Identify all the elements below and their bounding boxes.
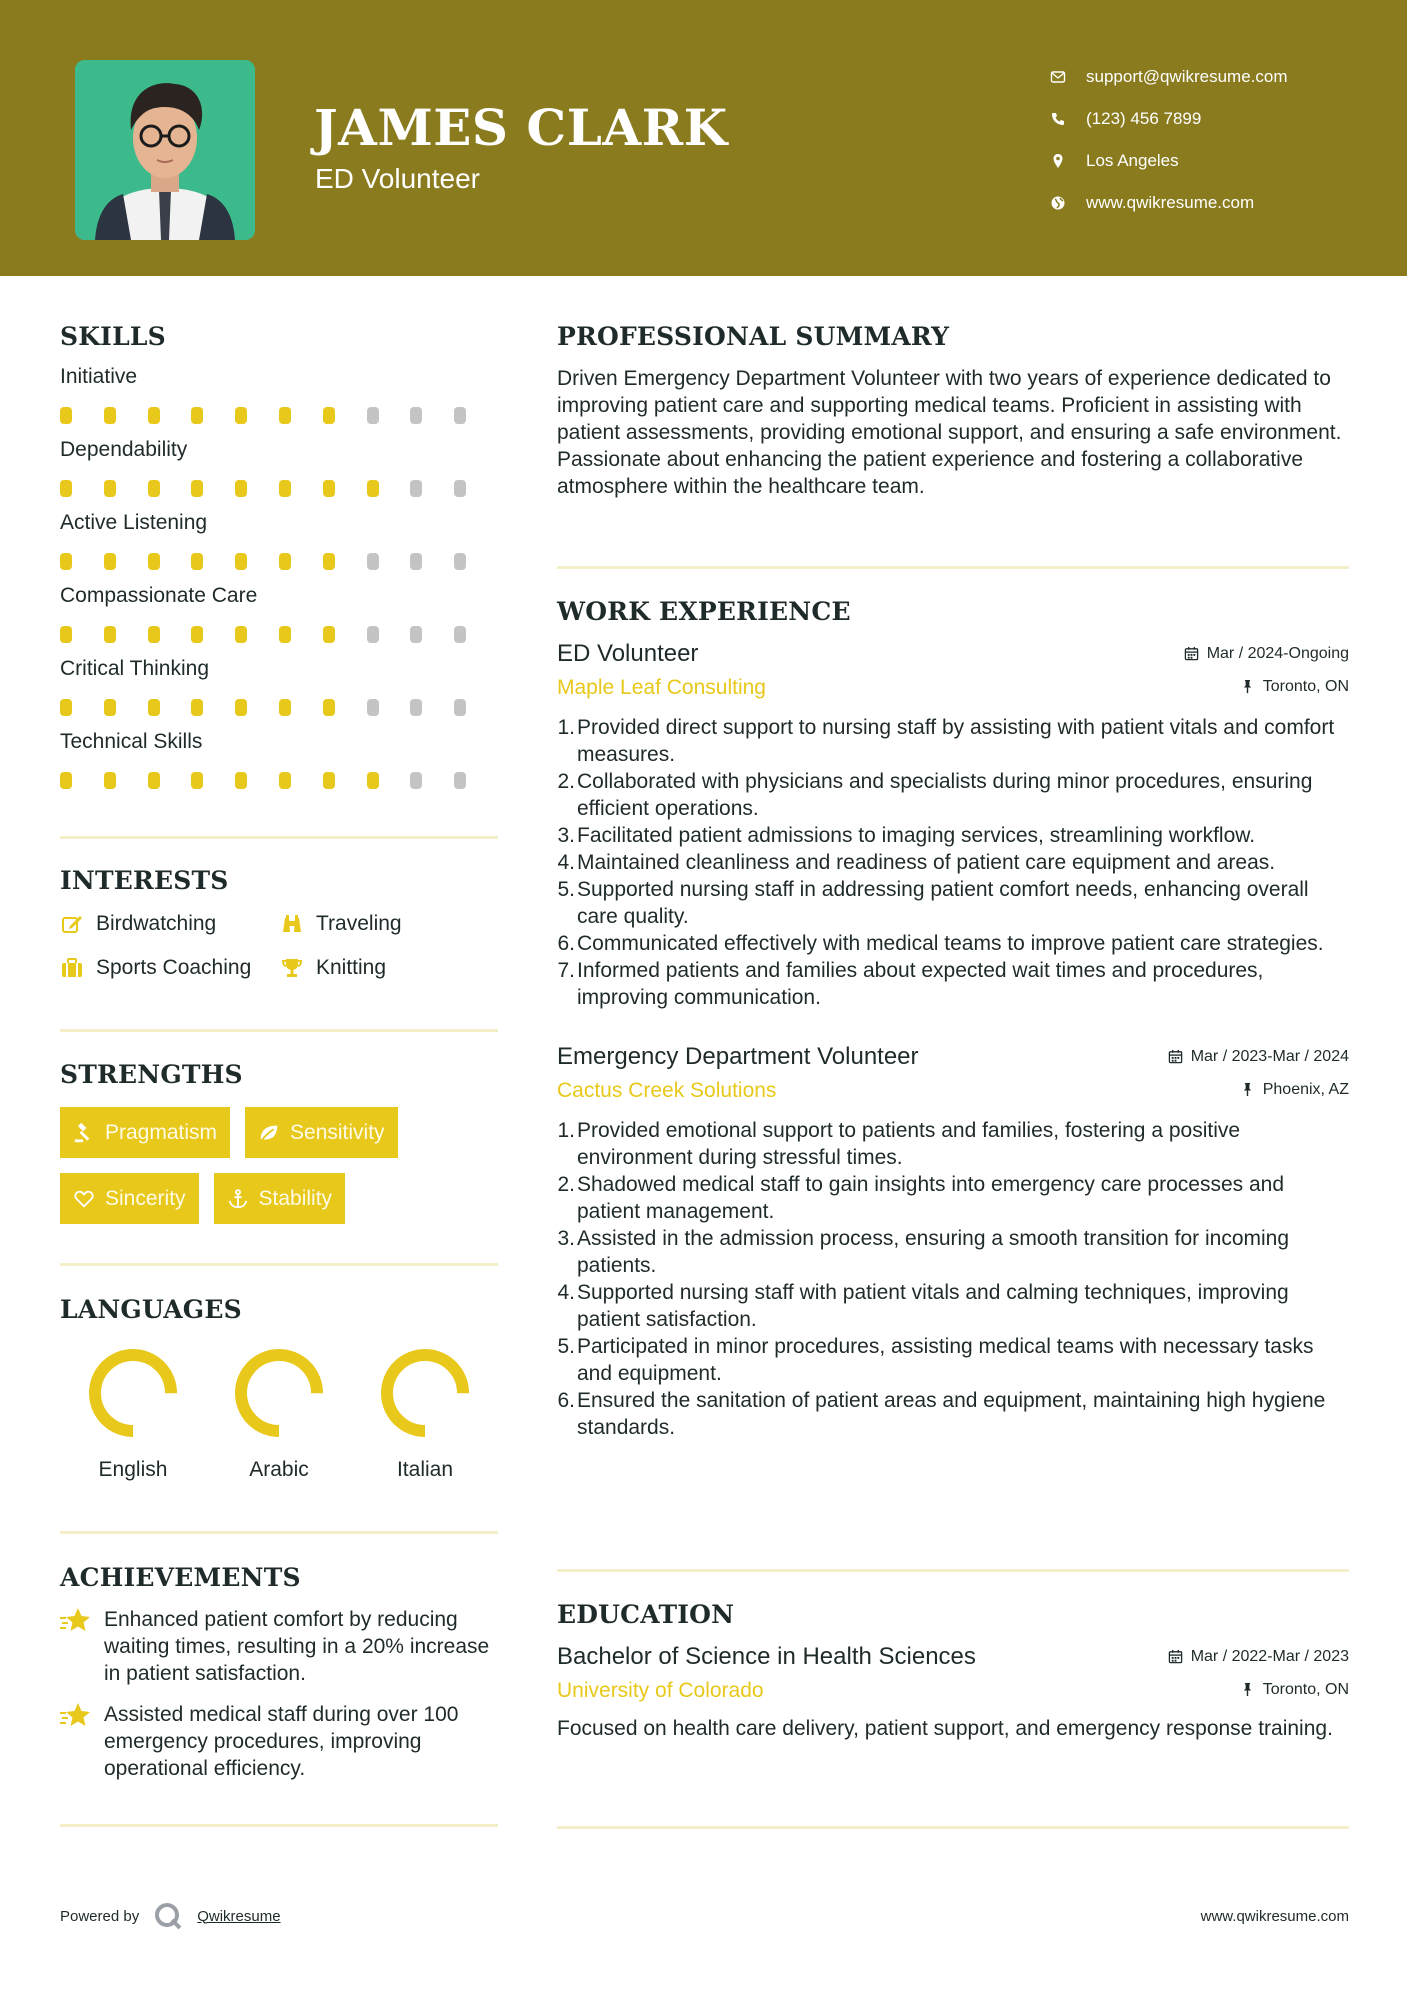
rating-dot-filled: [191, 772, 203, 789]
strength-badge: [214, 1173, 346, 1224]
skill-name: Compassionate Care: [60, 584, 258, 607]
strength-label: Sensitivity: [290, 1120, 385, 1144]
rating-dot-filled: [279, 407, 291, 424]
rating-dot-filled: [104, 553, 116, 570]
job-entry: [557, 640, 1349, 1011]
skill-name: Critical Thinking: [60, 657, 209, 680]
job-title: ED Volunteer: [557, 640, 699, 667]
heart-icon: [73, 1188, 95, 1210]
contact-list: [1050, 56, 1288, 224]
rating-dot-filled: [367, 480, 379, 497]
skill-rating: [60, 395, 498, 438]
job-dates-text: Mar / 2023-Mar / 2024: [1190, 1047, 1349, 1065]
language-gauge: [86, 1346, 180, 1440]
bullet-text: Assisted in the admission process, ensuring a smooth transition for incoming patients.: [577, 1227, 1290, 1277]
rating-dot-filled: [367, 772, 379, 789]
skill-rating: [60, 541, 498, 584]
divider: [60, 1531, 498, 1534]
rating-dot-filled: [235, 699, 247, 716]
anchor-icon: [227, 1188, 249, 1210]
skills-section: [60, 322, 498, 803]
languages-section: [60, 1295, 498, 1482]
experience-section: [557, 597, 1349, 1441]
rating-dot-filled: [191, 553, 203, 570]
footer-website[interactable]: www.qwikresume.com: [1200, 1907, 1349, 1925]
rating-dot-empty: [410, 407, 422, 424]
experience-title: WORK EXPERIENCE: [557, 597, 851, 626]
rating-dot-filled: [279, 480, 291, 497]
bullet-number: 6.: [557, 932, 575, 955]
skill-item: [60, 730, 498, 803]
languages-title: LANGUAGES: [60, 1295, 242, 1324]
bullet-text: Participated in minor procedures, assisting medical teams with necessary tasks and equipment.: [577, 1335, 1314, 1385]
skill-name: Technical Skills: [60, 730, 203, 753]
strength-badge: [245, 1107, 398, 1158]
rating-dot-filled: [279, 626, 291, 643]
pencil-square-icon: [60, 912, 84, 936]
bullet-text: Informed patients and families about expected wait times and procedures, improving communication.: [577, 959, 1264, 1009]
degree-title: Bachelor of Science in Health Sciences: [557, 1643, 976, 1670]
summary-section: [557, 322, 1349, 500]
job-bullet: [557, 714, 1349, 768]
education-title: EDUCATION: [557, 1600, 735, 1629]
job-bullets: [557, 714, 1349, 1011]
interest-item: [60, 909, 280, 939]
interest-item: [280, 909, 500, 939]
achievement-text: Assisted medical staff during over 100 emergency procedures, improving operational efficiency.: [104, 1703, 459, 1780]
rating-dot-empty: [410, 699, 422, 716]
trophy-icon: [280, 956, 304, 980]
rating-dot-empty: [410, 772, 422, 789]
education-description: Focused on health care delivery, patient support, and emergency response training.: [557, 1717, 1333, 1740]
languages-list: [60, 1346, 498, 1482]
strength-label: Pragmatism: [105, 1120, 218, 1144]
rating-dot-filled: [235, 772, 247, 789]
job-location: [1240, 1081, 1349, 1099]
strength-label: Sincerity: [105, 1186, 186, 1210]
bullet-text: Communicated effectively with medical teams to improve patient care strategies.: [577, 932, 1324, 955]
skill-rating: [60, 687, 498, 730]
skill-rating: [60, 614, 498, 657]
job-bullet: [557, 1171, 1349, 1225]
rating-dot-filled: [148, 699, 160, 716]
bullet-number: 5.: [557, 878, 575, 901]
language-name: Arabic: [249, 1458, 309, 1481]
achievement-item: [60, 1606, 498, 1687]
language-item: [60, 1346, 206, 1482]
interest-label: Knitting: [316, 956, 387, 979]
skill-item: [60, 438, 498, 511]
rating-dot-empty: [367, 553, 379, 570]
rating-dot-filled: [191, 626, 203, 643]
rating-dot-empty: [410, 626, 422, 643]
rating-dot-empty: [454, 480, 466, 497]
rating-dot-filled: [148, 407, 160, 424]
leaf-icon: [258, 1122, 280, 1144]
language-name: English: [98, 1458, 168, 1481]
rating-dot-empty: [410, 553, 422, 570]
profile-photo: [75, 60, 255, 240]
rating-dot-filled: [279, 553, 291, 570]
rating-dot-filled: [148, 553, 160, 570]
star-icon: [60, 1701, 94, 1731]
bullet-number: 7.: [557, 959, 575, 982]
powered-by-text: Powered by: [60, 1907, 140, 1925]
binoculars-icon: [280, 912, 304, 936]
interest-label: Sports Coaching: [96, 956, 252, 979]
strengths-section: [60, 1060, 498, 1224]
rating-dot-empty: [454, 772, 466, 789]
rating-dot-filled: [148, 480, 160, 497]
bullet-text: Provided direct support to nursing staff by assisting with patient vitals and comfort measures.: [577, 716, 1335, 766]
footer: [60, 1901, 1349, 1931]
bullet-number: 2.: [557, 1173, 575, 1196]
brand-link[interactable]: Qwikresume: [197, 1907, 281, 1925]
bullet-text: Supported nursing staff in addressing patient comfort needs, enhancing overall care quality.: [577, 878, 1309, 928]
rating-dot-filled: [323, 480, 335, 497]
contact-phone-text: (123) 456 7899: [1086, 109, 1202, 128]
calendar-icon: [1168, 1049, 1183, 1064]
strength-badge: [60, 1173, 199, 1224]
rating-dot-empty: [367, 699, 379, 716]
envelope-icon: [1050, 69, 1086, 85]
skill-item: [60, 365, 498, 438]
rating-dot-filled: [60, 553, 72, 570]
rating-dot-filled: [60, 480, 72, 497]
rating-dot-filled: [104, 772, 116, 789]
rating-dot-empty: [454, 626, 466, 643]
rating-dot-filled: [104, 699, 116, 716]
job-location-text: Phoenix, AZ: [1262, 1080, 1349, 1098]
education-dates: [1168, 1648, 1349, 1666]
phone-icon: [1050, 111, 1086, 127]
language-gauge: [378, 1346, 472, 1440]
bullet-text: Shadowed medical staff to gain insights into emergency care processes and patient management.: [577, 1173, 1285, 1223]
company-name: Maple Leaf Consulting: [557, 676, 766, 699]
divider: [557, 1826, 1349, 1829]
job-bullet: [557, 768, 1349, 822]
rating-dot-filled: [104, 626, 116, 643]
calendar-icon: [1168, 1649, 1183, 1664]
job-bullets: [557, 1117, 1349, 1441]
strength-label: Stability: [258, 1186, 333, 1210]
rating-dot-filled: [235, 407, 247, 424]
candidate-role: ED Volunteer: [315, 163, 480, 194]
bullet-number: 2.: [557, 770, 575, 793]
job-location: [1240, 678, 1349, 696]
powered-by: [60, 1901, 281, 1931]
education-section: [557, 1600, 1349, 1742]
contact-website-text: www.qwikresume.com: [1086, 193, 1255, 212]
bullet-number: 5.: [557, 1335, 575, 1358]
interests-title: INTERESTS: [60, 866, 229, 895]
pushpin-icon: [1240, 1082, 1255, 1097]
skill-name: Dependability: [60, 438, 188, 461]
rating-dot-filled: [323, 772, 335, 789]
education-dates-text: Mar / 2022-Mar / 2023: [1190, 1647, 1349, 1665]
calendar-icon: [1184, 646, 1199, 661]
rating-dot-filled: [235, 553, 247, 570]
rating-dot-filled: [60, 626, 72, 643]
rating-dot-filled: [191, 699, 203, 716]
job-bullet: [557, 1333, 1349, 1387]
contact-location: [1050, 140, 1288, 182]
job-bullet: [557, 1225, 1349, 1279]
job-bullet: [557, 849, 1349, 876]
candidate-name: JAMES CLARK: [314, 98, 728, 157]
bullet-text: Ensured the sanitation of patient areas and equipment, maintaining high hygiene standards.: [577, 1389, 1326, 1439]
skill-name: Active Listening: [60, 511, 208, 534]
bullet-number: 1.: [557, 716, 575, 739]
summary-text: Driven Emergency Department Volunteer with two years of experience dedicated to improving patient care and supporting medical teams. Proficient in assisting with patient assessments, providing emotional support, and ensuring a safe environment. Passionate about enhancing the patient experience and fostering a collaborative atmosphere within the healthcare team.: [557, 367, 1342, 498]
skills-title: SKILLS: [60, 322, 166, 351]
job-bullet: [557, 930, 1349, 957]
divider: [557, 566, 1349, 569]
rating-dot-filled: [279, 699, 291, 716]
rating-dot-filled: [191, 480, 203, 497]
interest-item: [60, 953, 280, 983]
contact-website[interactable]: [1050, 182, 1288, 224]
achievement-text: Enhanced patient comfort by reducing waiting times, resulting in a 20% increase in patient satisfaction.: [104, 1608, 490, 1685]
rating-dot-filled: [323, 699, 335, 716]
rating-dot-filled: [323, 553, 335, 570]
achievement-item: [60, 1701, 498, 1782]
job-bullet: [557, 1117, 1349, 1171]
job-bullet: [557, 1387, 1349, 1441]
bullet-number: 1.: [557, 1119, 575, 1142]
rating-dot-empty: [454, 553, 466, 570]
resume-header: [0, 0, 1407, 276]
rating-dot-filled: [323, 626, 335, 643]
job-location-text: Toronto, ON: [1262, 677, 1349, 695]
divider: [60, 836, 498, 839]
language-gauge: [232, 1346, 326, 1440]
summary-title: PROFESSIONAL SUMMARY: [557, 322, 950, 351]
bullet-text: Maintained cleanliness and readiness of patient care equipment and areas.: [577, 851, 1276, 874]
job-bullet: [557, 822, 1349, 849]
bullet-text: Supported nursing staff with patient vitals and calming techniques, improving patient satisfaction.: [577, 1281, 1289, 1331]
strengths-title: STRENGTHS: [60, 1060, 243, 1089]
contact-email[interactable]: [1050, 56, 1288, 98]
contact-phone[interactable]: [1050, 98, 1288, 140]
divider: [60, 1824, 498, 1827]
qwikresume-logo-icon: [153, 1901, 183, 1931]
divider: [60, 1029, 498, 1032]
rating-dot-filled: [60, 407, 72, 424]
education-location: [1240, 1681, 1349, 1699]
bullet-text: Collaborated with physicians and specialists during minor procedures, ensuring efficient operations.: [577, 770, 1313, 820]
rating-dot-filled: [235, 626, 247, 643]
bullet-text: Provided emotional support to patients and families, fostering a positive environment during stressful times.: [577, 1119, 1241, 1169]
job-bullet: [557, 957, 1349, 1011]
pushpin-icon: [1240, 679, 1255, 694]
school-name: University of Colorado: [557, 1679, 764, 1702]
rating-dot-empty: [410, 480, 422, 497]
interest-label: Birdwatching: [96, 912, 217, 935]
job-entry: [557, 1043, 1349, 1441]
language-name: Italian: [396, 1458, 454, 1481]
rating-dot-filled: [60, 772, 72, 789]
bullet-number: 3.: [557, 1227, 575, 1250]
rating-dot-filled: [279, 772, 291, 789]
rating-dot-filled: [104, 480, 116, 497]
job-dates: [1168, 1048, 1349, 1066]
skill-name: Initiative: [60, 365, 138, 388]
job-title: Emergency Department Volunteer: [557, 1043, 919, 1070]
strength-badge: [60, 1107, 230, 1158]
skill-item: [60, 584, 498, 657]
interests-section: [60, 866, 498, 983]
divider: [557, 1569, 1349, 1572]
rating-dot-filled: [323, 407, 335, 424]
skill-item: [60, 657, 498, 730]
gavel-icon: [73, 1122, 95, 1144]
rating-dot-filled: [148, 626, 160, 643]
rating-dot-empty: [454, 699, 466, 716]
contact-location-text: Los Angeles: [1086, 151, 1179, 170]
pushpin-icon: [1240, 1682, 1255, 1697]
language-item: [352, 1346, 498, 1482]
rating-dot-filled: [148, 772, 160, 789]
rating-dot-empty: [367, 626, 379, 643]
skills-list: [60, 365, 498, 803]
briefcase-icon: [60, 956, 84, 980]
achievements-title: ACHIEVEMENTS: [60, 1563, 301, 1592]
language-item: [206, 1346, 352, 1482]
company-name: Cactus Creek Solutions: [557, 1079, 777, 1102]
skill-rating: [60, 760, 498, 803]
rating-dot-filled: [60, 699, 72, 716]
contact-email-text: support@qwikresume.com: [1086, 67, 1288, 86]
interest-item: [280, 953, 500, 983]
bullet-number: 3.: [557, 824, 575, 847]
globe-icon: [1050, 195, 1086, 211]
star-icon: [60, 1606, 94, 1636]
job-dates: [1184, 645, 1349, 663]
map-pin-icon: [1050, 153, 1086, 169]
rating-dot-filled: [104, 407, 116, 424]
bullet-number: 6.: [557, 1389, 575, 1412]
job-bullet: [557, 1279, 1349, 1333]
rating-dot-filled: [235, 480, 247, 497]
achievements-section: [60, 1563, 498, 1782]
bullet-number: 4.: [557, 1281, 575, 1304]
rating-dot-empty: [454, 407, 466, 424]
divider: [60, 1263, 498, 1266]
rating-dot-empty: [367, 407, 379, 424]
education-location-text: Toronto, ON: [1262, 1680, 1349, 1698]
skill-item: [60, 511, 498, 584]
bullet-number: 4.: [557, 851, 575, 874]
job-bullet: [557, 876, 1349, 930]
bullet-text: Facilitated patient admissions to imaging services, streamlining workflow.: [577, 824, 1256, 847]
rating-dot-filled: [191, 407, 203, 424]
skill-rating: [60, 468, 498, 511]
job-dates-text: Mar / 2024-Ongoing: [1206, 644, 1349, 662]
interest-label: Traveling: [316, 912, 402, 935]
